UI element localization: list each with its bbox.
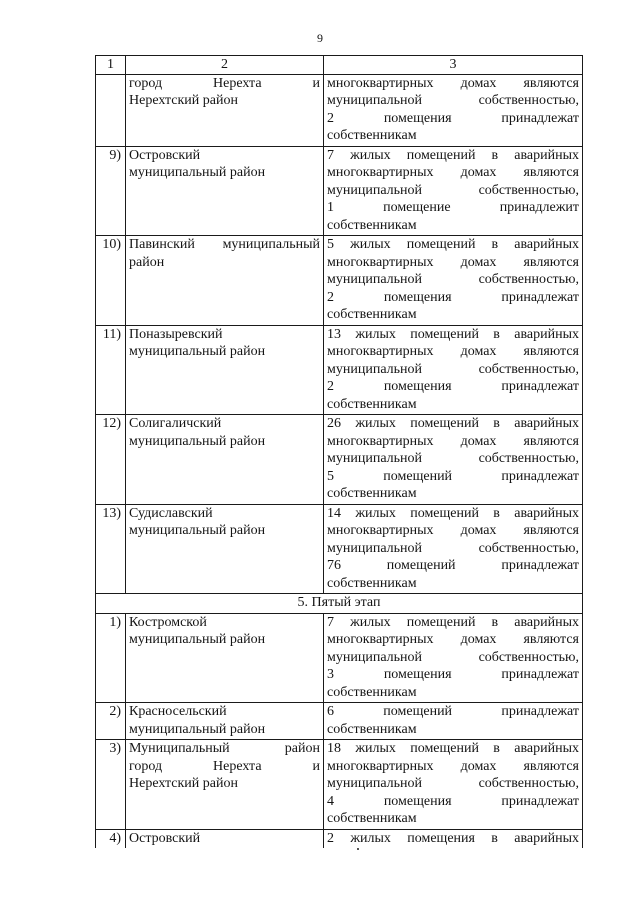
status-line: многоквартирных домах являются <box>327 75 579 91</box>
table-row <box>96 74 583 146</box>
status-cell <box>324 74 583 146</box>
table-row <box>96 236 583 326</box>
status-line: 2 жилых помещения в аварийных <box>327 830 579 846</box>
table-header-row <box>96 56 583 75</box>
status-line: муниципальной собственностью, <box>327 93 579 108</box>
district-line: Костромской <box>129 614 207 630</box>
district-line: муниципальный район <box>129 165 266 180</box>
row-number: 10) <box>96 236 126 326</box>
status-line: 1 помещение принадлежит <box>327 200 579 215</box>
table-row <box>96 415 583 505</box>
district-cell <box>126 740 324 830</box>
district-line: город Нерехта и <box>129 75 320 91</box>
status-line: муниципальной собственностью, <box>327 649 579 665</box>
row-number: 2) <box>96 703 126 740</box>
status-line: собственникам <box>327 128 417 143</box>
stage-heading-row <box>96 594 583 614</box>
status-line: 4 помещения принадлежат <box>327 793 579 809</box>
column-header-1: 1 <box>96 56 126 75</box>
status-line: муниципальной собственностью, <box>327 272 579 287</box>
district-line: Островский <box>129 147 201 163</box>
housing-stages-table <box>95 55 583 848</box>
row-number: 4) <box>96 829 126 848</box>
column-header-2: 2 <box>126 56 324 75</box>
district-line: Нерехтский район <box>129 776 238 791</box>
status-line: 5 помещений принадлежат <box>327 468 579 484</box>
row-number: 9) <box>96 146 126 236</box>
status-line: 2 помещения принадлежат <box>327 289 579 305</box>
district-cell <box>126 74 324 146</box>
stage-heading: 5. Пятый этап <box>96 594 583 614</box>
district-line: Павинский муниципальный <box>129 237 320 252</box>
table-row <box>96 740 583 830</box>
scan-speck <box>357 848 359 850</box>
status-cell <box>324 829 583 848</box>
status-line: многоквартирных домах являются <box>327 523 579 538</box>
status-cell <box>324 613 583 703</box>
status-line: муниципальной собственностью, <box>327 361 579 377</box>
status-line: муниципальной собственностью, <box>327 182 579 198</box>
status-line: 7 жилых помещений в аварийных <box>327 147 579 163</box>
table-row <box>96 829 583 848</box>
district-line: Муниципальный район <box>129 741 320 756</box>
table-row <box>96 703 583 740</box>
district-line: муниципальный район <box>129 433 266 449</box>
status-line: 7 жилых помещений в аварийных <box>327 614 579 630</box>
status-cell <box>324 740 583 830</box>
status-line: 76 помещений принадлежат <box>327 558 579 573</box>
status-line: собственникам <box>327 307 417 322</box>
status-line: собственникам <box>327 396 417 412</box>
status-line: 2 помещения принадлежат <box>327 110 579 126</box>
status-line: 14 жилых помещений в аварийных <box>327 505 579 521</box>
status-line: муниципальной собственностью, <box>327 451 579 466</box>
status-line: муниципальной собственностью, <box>327 540 579 556</box>
status-line: многоквартирных домах являются <box>327 433 579 449</box>
district-line: Островский <box>129 830 201 846</box>
status-line: многоквартирных домах являются <box>327 254 579 270</box>
district-cell <box>126 829 324 848</box>
status-line: собственникам <box>327 721 417 737</box>
table-row <box>96 146 583 236</box>
status-cell <box>324 703 583 740</box>
status-line: 18 жилых помещений в аварийных <box>327 741 579 756</box>
district-line: Судиславский <box>129 505 213 521</box>
status-line: собственникам <box>327 486 417 501</box>
status-line: многоквартирных домах являются <box>327 758 579 774</box>
status-line: собственникам <box>327 217 417 233</box>
district-cell <box>126 703 324 740</box>
status-line: многоквартирных домах являются <box>327 344 579 359</box>
district-cell <box>126 325 324 415</box>
district-line: район <box>129 254 165 270</box>
district-line: муниципальный район <box>129 523 266 538</box>
status-cell <box>324 146 583 236</box>
district-line: муниципальный район <box>129 721 266 737</box>
row-number: 11) <box>96 325 126 415</box>
row-number: 13) <box>96 504 126 594</box>
district-line: Нерехтский район <box>129 93 238 108</box>
district-line: муниципальный район <box>129 632 266 647</box>
status-line: 6 помещений принадлежат <box>327 704 579 719</box>
district-cell <box>126 236 324 326</box>
status-line: муниципальной собственностью, <box>327 776 579 791</box>
column-header-3: 3 <box>324 56 583 75</box>
status-cell <box>324 504 583 594</box>
row-number: 12) <box>96 415 126 505</box>
status-cell <box>324 325 583 415</box>
status-line: 3 помещения принадлежат <box>327 667 579 682</box>
status-line: 13 жилых помещений в аварийных <box>327 326 579 342</box>
row-number <box>96 74 126 146</box>
status-line: 5 жилых помещений в аварийных <box>327 237 579 252</box>
status-cell <box>324 415 583 505</box>
status-line: собственникам <box>327 684 417 700</box>
row-number: 1) <box>96 613 126 703</box>
district-line: муниципальный район <box>129 344 266 359</box>
district-cell <box>126 504 324 594</box>
table-row <box>96 325 583 415</box>
status-line: собственникам <box>327 811 417 826</box>
district-cell <box>126 613 324 703</box>
status-cell <box>324 236 583 326</box>
status-line: собственникам <box>327 575 417 591</box>
table-row <box>96 613 583 703</box>
district-line: город Нерехта и <box>129 758 320 774</box>
status-line: многоквартирных домах являются <box>327 165 579 180</box>
district-line: Солигаличский <box>129 416 222 431</box>
row-number: 3) <box>96 740 126 830</box>
status-line: многоквартирных домах являются <box>327 632 579 647</box>
district-line: Поназыревский <box>129 326 223 342</box>
status-line: 2 помещения принадлежат <box>327 379 579 394</box>
page-number: 9 <box>317 31 323 45</box>
district-cell <box>126 146 324 236</box>
table-row <box>96 504 583 594</box>
status-line: 26 жилых помещений в аварийных <box>327 416 579 431</box>
district-line: Красносельский <box>129 704 227 719</box>
district-cell <box>126 415 324 505</box>
